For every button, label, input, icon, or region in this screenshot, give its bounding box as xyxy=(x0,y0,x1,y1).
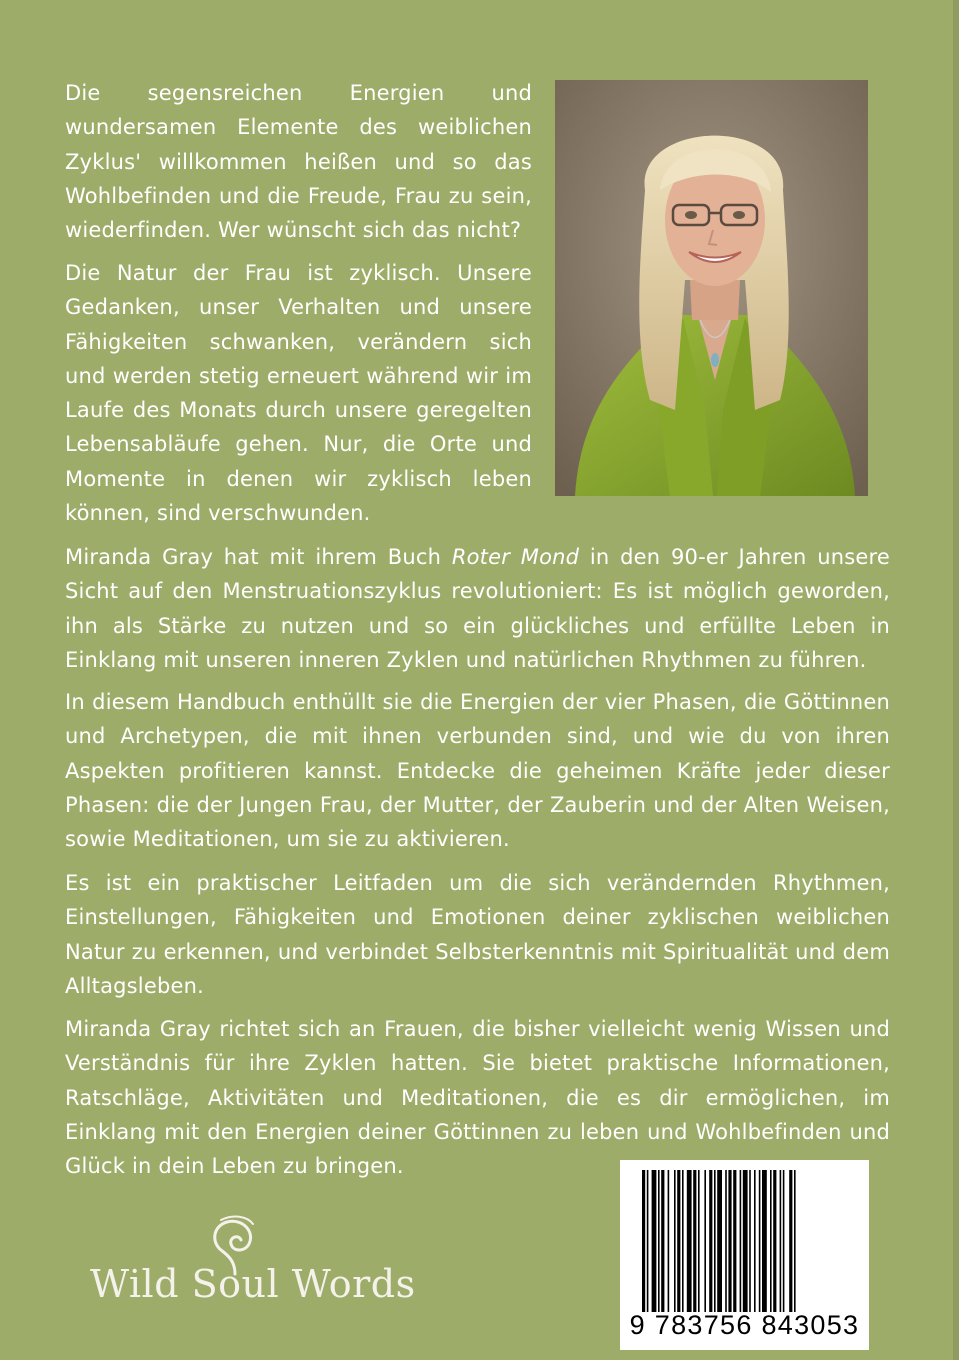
barcode-bar xyxy=(762,1170,767,1312)
barcode-bar xyxy=(687,1170,692,1312)
barcode-bar xyxy=(770,1170,772,1312)
author-photo xyxy=(555,80,868,496)
barcode-bar xyxy=(725,1170,727,1312)
barcode-bar xyxy=(704,1170,706,1312)
barcode-bar xyxy=(743,1170,748,1312)
barcode-bar xyxy=(652,1170,657,1312)
book-title-roter-mond: Roter Mond xyxy=(451,545,580,569)
barcode-bar xyxy=(789,1170,792,1312)
barcode-bar xyxy=(677,1170,680,1312)
barcode-bar xyxy=(733,1170,736,1312)
barcode-bar xyxy=(661,1170,664,1312)
barcode-bar xyxy=(668,1170,670,1312)
barcode-bar xyxy=(740,1170,742,1312)
barcode-bar xyxy=(773,1170,776,1312)
barcode-bar xyxy=(698,1170,700,1312)
barcode-bar xyxy=(647,1170,649,1312)
barcode-bar xyxy=(749,1170,751,1312)
barcode-bar xyxy=(682,1170,684,1312)
barcode-bar xyxy=(728,1170,731,1312)
barcode-bar xyxy=(780,1170,782,1312)
barcode-bar xyxy=(717,1170,722,1312)
paragraph-audience: Miranda Gray richtet sich an Frauen, die bisher vielleicht wenig Wissen und Verständnis für ihre Zyklen hatten. Sie bietet praktische Informationen, Ratschläge, Aktivitäten und Meditationen, die es dir ermöglichen, im Einklang mit den Energien deiner Göttinnen zu leben und Wohlbefinden und Glück in dein Leben zu bringen. xyxy=(65,1017,890,1179)
paragraph-nature: Die Natur der Frau ist zyklisch. Unsere Gedanken, unser Verhalten und unsere Fähigkeiten schwanken, verändern sich und werden stetig erneuert während wir im Laufe des Monats durch unsere geregelten Lebensabläufe gehen. Nur, die Orte und Momente in denen wir zyklisch leben können, sind verschwunden. xyxy=(65,261,532,526)
publisher-logo: Wild Soul Words xyxy=(90,1262,416,1306)
barcode-bar xyxy=(693,1170,696,1312)
barcode-bar xyxy=(714,1170,716,1312)
barcode-bar xyxy=(794,1170,796,1312)
barcode-bar xyxy=(754,1170,756,1312)
paragraph-roter-mond xyxy=(65,540,890,677)
barcode-bar xyxy=(709,1170,712,1312)
barcode-bar xyxy=(642,1170,645,1312)
paragraph-handbook: In diesem Handbuch enthüllt sie die Energien der vier Phasen, die Göttinnen und Archetypen, die mit ihnen verbunden sind, und wie du von ihren Aspekten profitieren kannst. Entdecke die geheimen Kräfte jeder dieser Phasen: die der Jungen Frau, der Mutter, der Zauberin und der Alten Weisen, sowie Meditationen, um sie zu aktivieren. xyxy=(65,690,890,852)
cover-edge xyxy=(953,0,959,1360)
isbn-barcode xyxy=(620,1160,869,1350)
barcode-bar xyxy=(674,1170,676,1312)
paragraph-roter-mond-end: in den 90-er Jahren unsere Sicht auf den Menstruationszyklus revolutioniert: Es ist möglich geworden, ihn als Stärke zu nutzen und so ein glückliches und erfüllte Leben in Einklang mit unseren inneren Zyklen und natürlichen Rhythmen zu führen. xyxy=(65,545,890,672)
author-portrait-illustration xyxy=(555,80,868,496)
barcode-bar xyxy=(759,1170,761,1312)
barcode-bar xyxy=(783,1170,785,1312)
isbn-number: 9 783756 843053 xyxy=(629,1310,860,1340)
barcode-bar xyxy=(658,1170,660,1312)
paragraph-guide: Es ist ein praktischer Leitfaden um die sich verändernden Rhythmen, Einstellungen, Fähigkeiten und Emotionen deiner zyklischen weiblichen Natur zu erkennen, und verbindet Selbsterkenntnis mit Spiritualität und dem Alltagsleben. xyxy=(65,871,890,998)
barcode-bars xyxy=(642,1170,852,1312)
paragraph-roter-mond-start: Miranda Gray hat mit ihrem Buch xyxy=(65,545,452,569)
paragraph-intro: Die segensreichen Energien und wundersamen Elemente des weiblichen Zyklus' willkommen heißen und so das Wohlbefinden und die Freude, Frau zu sein, wiederfinden. Wer wünscht sich das nicht? xyxy=(65,81,532,243)
